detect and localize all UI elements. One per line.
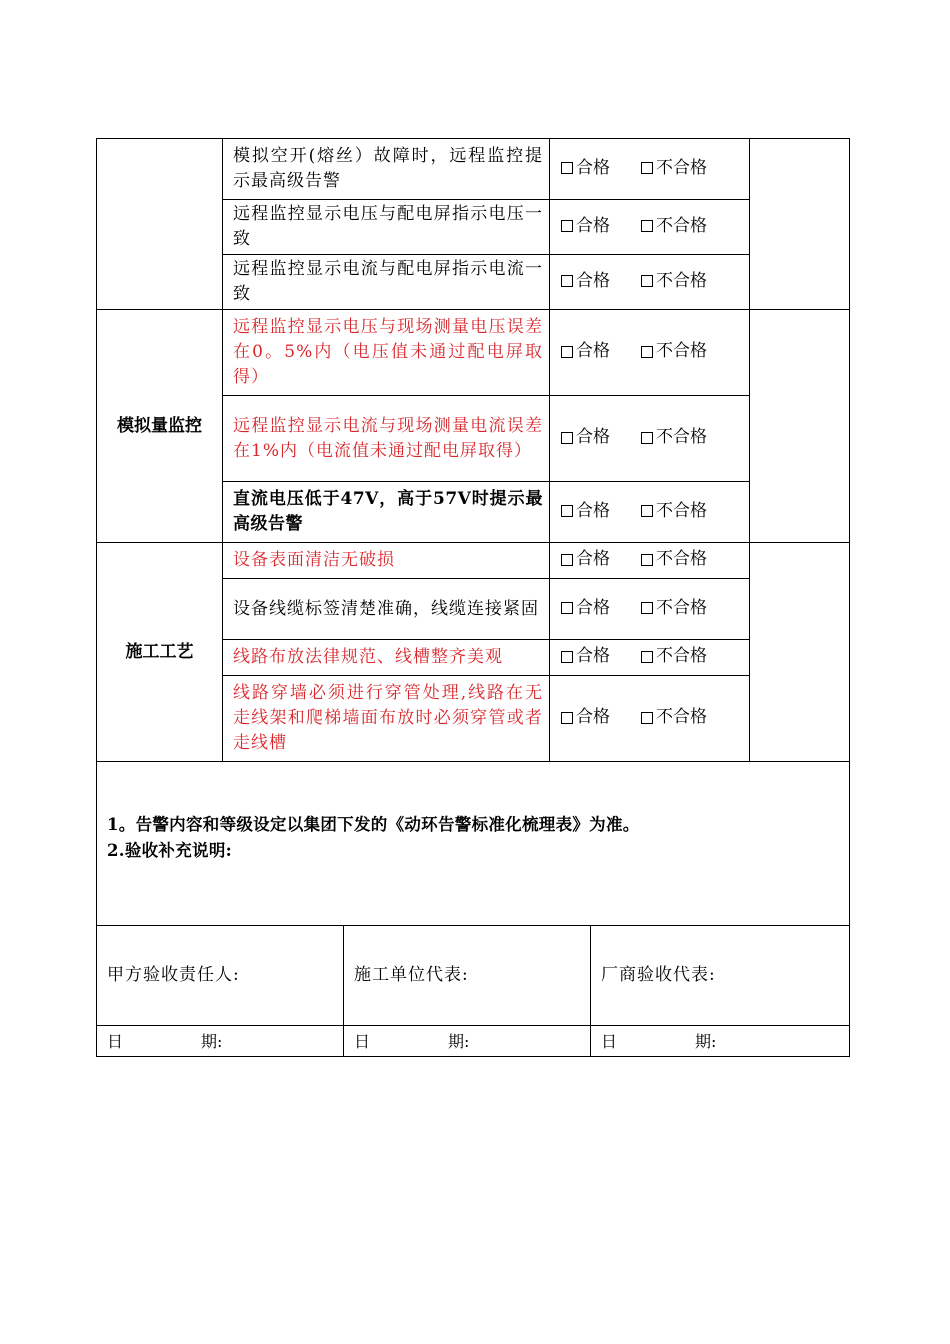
fail-label: 不合格 [656, 707, 707, 728]
date-label-period: 期: [201, 1031, 223, 1051]
pass-option[interactable] [561, 499, 610, 524]
fail-checkbox[interactable] [641, 162, 653, 174]
contractor-date-cell[interactable] [344, 1026, 591, 1057]
note-line-2: 2.验收补充说明: [107, 841, 233, 860]
category-label: 施工工艺 [125, 641, 194, 662]
vendor-date-cell[interactable] [591, 1026, 850, 1057]
fail-label: 不合格 [656, 549, 707, 570]
pass-checkbox[interactable] [561, 275, 573, 287]
pass-label: 合格 [576, 157, 610, 178]
fail-checkbox[interactable] [641, 432, 653, 444]
acceptance-sheet [96, 138, 849, 1057]
check-item-text: 远程监控显示电压与配电屏指示电压一致 [223, 200, 550, 255]
fail-label: 不合格 [656, 646, 707, 667]
fail-label: 不合格 [656, 500, 707, 521]
result-options-cell [550, 640, 750, 676]
fail-checkbox[interactable] [641, 220, 653, 232]
fail-checkbox[interactable] [641, 275, 653, 287]
pass-option[interactable] [561, 214, 610, 239]
date-label-day: 日 [354, 1031, 371, 1051]
result-options-cell [550, 396, 750, 482]
fail-option[interactable] [641, 339, 707, 364]
result-options-cell [550, 255, 750, 310]
pass-option[interactable] [561, 339, 610, 364]
fail-checkbox[interactable] [641, 651, 653, 663]
remarks-cell[interactable] [750, 543, 850, 762]
result-options-cell [550, 482, 750, 543]
pass-option[interactable] [561, 547, 610, 572]
check-item-text: 远程监控显示电压与现场测量电压误差在0。5%内（电压值未通过配电屏取得） [223, 310, 550, 396]
fail-option[interactable] [641, 705, 707, 730]
pass-checkbox[interactable] [561, 346, 573, 358]
pass-label: 合格 [576, 549, 610, 570]
pass-option[interactable] [561, 425, 610, 450]
result-options-cell [550, 676, 750, 762]
pass-checkbox[interactable] [561, 554, 573, 566]
pass-label: 合格 [576, 215, 610, 236]
fail-label: 不合格 [656, 597, 707, 618]
pass-label: 合格 [576, 500, 610, 521]
pass-option[interactable] [561, 644, 610, 669]
check-item-text: 远程监控显示电流与配电屏指示电流一致 [223, 255, 550, 310]
pass-label: 合格 [576, 646, 610, 667]
pass-checkbox[interactable] [561, 602, 573, 614]
category-cell [97, 543, 223, 762]
fail-label: 不合格 [656, 341, 707, 362]
fail-label: 不合格 [656, 215, 707, 236]
notes-cell[interactable] [97, 762, 850, 926]
fail-option[interactable] [641, 644, 707, 669]
note-line-1: 1。告警内容和等级设定以集团下发的《动环告警标准化梳理表》为准。 [107, 815, 640, 834]
result-options-cell [550, 139, 750, 200]
fail-label: 不合格 [656, 270, 707, 291]
date-label-day: 日 [601, 1031, 618, 1051]
result-options-cell [550, 310, 750, 396]
fail-checkbox[interactable] [641, 346, 653, 358]
pass-checkbox[interactable] [561, 651, 573, 663]
fail-option[interactable] [641, 156, 707, 181]
check-item-text: 设备表面清洁无破损 [223, 543, 550, 579]
check-item-text: 线路穿墙必须进行穿管处理,线路在无走线架和爬梯墙面布放时必须穿管或者走线槽 [223, 676, 550, 762]
acceptance-table [96, 138, 850, 762]
result-options-cell [550, 200, 750, 255]
fail-checkbox[interactable] [641, 505, 653, 517]
checklist-row [97, 139, 850, 200]
pass-label: 合格 [576, 427, 610, 448]
check-item-text: 线路布放法律规范、线槽整齐美观 [223, 640, 550, 676]
date-label-period: 期: [695, 1031, 717, 1051]
pass-checkbox[interactable] [561, 505, 573, 517]
fail-checkbox[interactable] [641, 602, 653, 614]
checklist-row [97, 543, 850, 579]
check-item-text: 直流电压低于47V，高于57V时提示最高级告警 [223, 482, 550, 543]
pass-checkbox[interactable] [561, 712, 573, 724]
checklist-row [97, 310, 850, 396]
fail-option[interactable] [641, 214, 707, 239]
result-options-cell [550, 543, 750, 579]
pass-option[interactable] [561, 705, 610, 730]
pass-label: 合格 [576, 270, 610, 291]
fail-option[interactable] [641, 547, 707, 572]
pass-label: 合格 [576, 341, 610, 362]
category-label: 模拟量监控 [117, 415, 202, 436]
pass-checkbox[interactable] [561, 432, 573, 444]
fail-checkbox[interactable] [641, 554, 653, 566]
vendor-signature-cell[interactable] [591, 926, 850, 1026]
fail-option[interactable] [641, 425, 707, 450]
party-a-date-cell[interactable] [97, 1026, 344, 1057]
fail-option[interactable] [641, 499, 707, 524]
party-a-signature-cell[interactable] [97, 926, 344, 1026]
pass-option[interactable] [561, 596, 610, 621]
remarks-cell[interactable] [750, 139, 850, 310]
result-options-cell [550, 579, 750, 640]
date-label-period: 期: [448, 1031, 470, 1051]
check-item-text: 设备线缆标签清楚准确，线缆连接紧固 [223, 579, 550, 640]
fail-option[interactable] [641, 269, 707, 294]
pass-checkbox[interactable] [561, 162, 573, 174]
fail-checkbox[interactable] [641, 712, 653, 724]
check-item-text: 模拟空开(熔丝）故障时，远程监控提示最高级告警 [223, 139, 550, 200]
contractor-signature-label: 施工单位代表: [354, 965, 469, 985]
category-cell [97, 310, 223, 543]
footer-table [96, 761, 850, 1057]
fail-label: 不合格 [656, 157, 707, 178]
category-cell [97, 139, 223, 310]
pass-option[interactable] [561, 269, 610, 294]
fail-option[interactable] [641, 596, 707, 621]
vendor-signature-label: 厂商验收代表: [601, 965, 716, 985]
fail-label: 不合格 [656, 427, 707, 448]
remarks-cell[interactable] [750, 310, 850, 543]
pass-label: 合格 [576, 597, 610, 618]
pass-option[interactable] [561, 156, 610, 181]
pass-label: 合格 [576, 707, 610, 728]
party-a-signature-label: 甲方验收责任人: [107, 965, 240, 985]
check-item-text: 远程监控显示电流与现场测量电流误差在1%内（电流值未通过配电屏取得） [223, 396, 550, 482]
pass-checkbox[interactable] [561, 220, 573, 232]
date-label-day: 日 [107, 1031, 124, 1051]
contractor-signature-cell[interactable] [344, 926, 591, 1026]
